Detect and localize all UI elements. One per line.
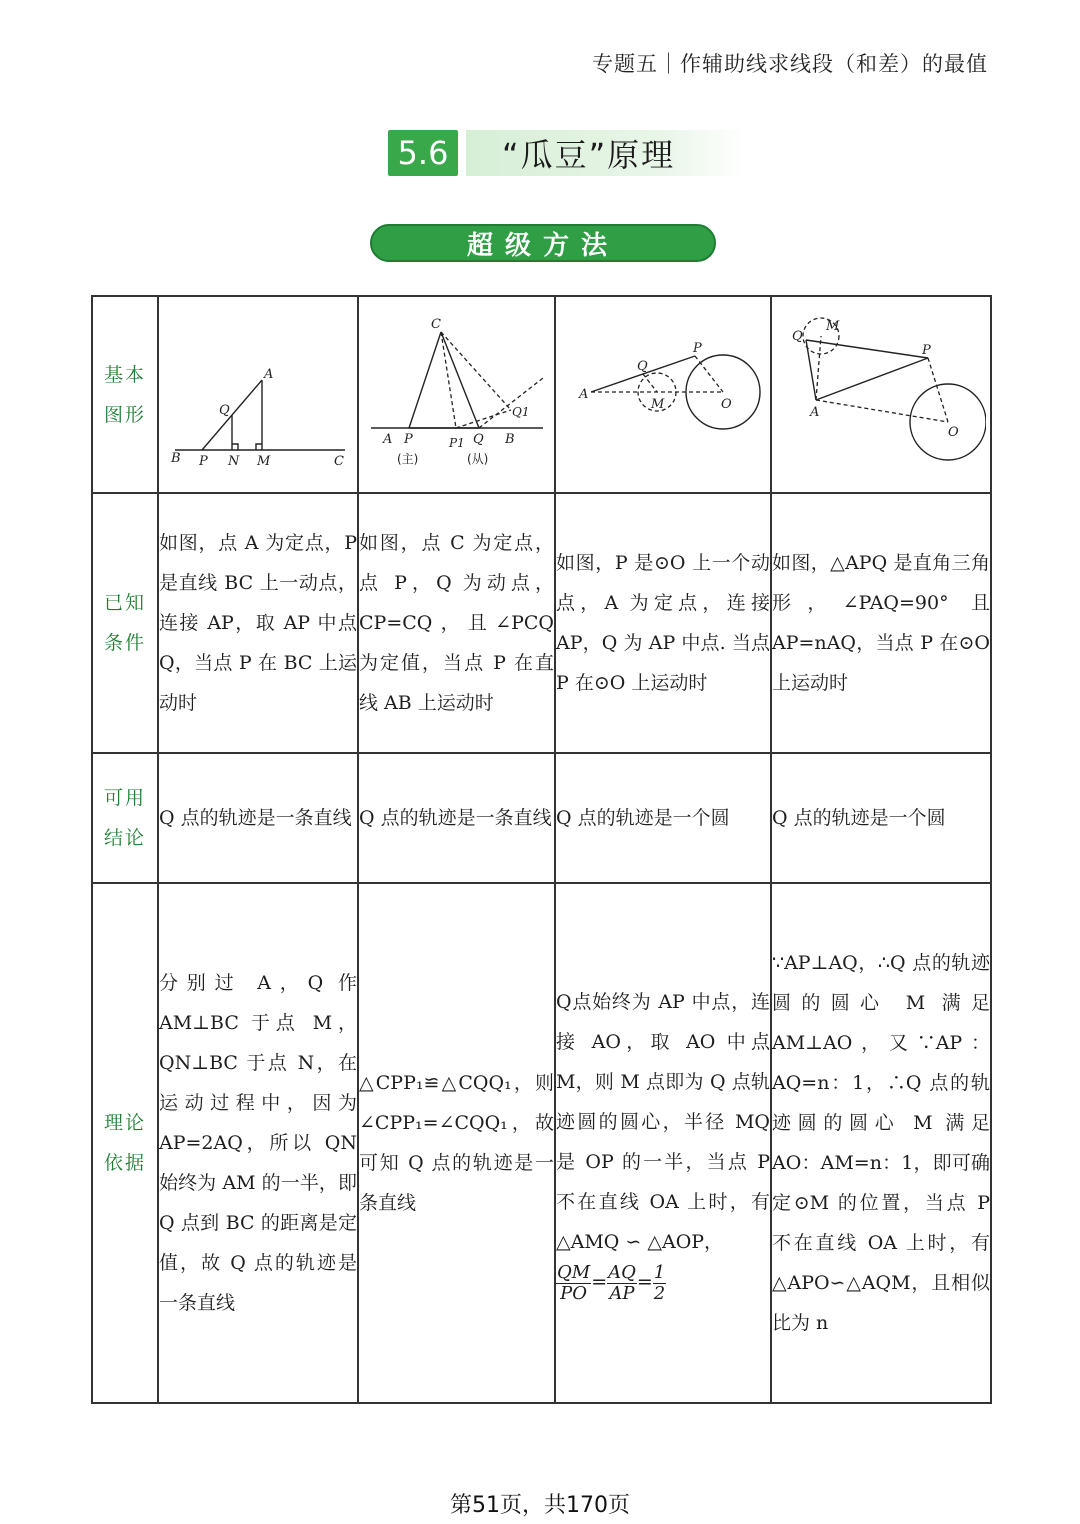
row-label-known	[92, 493, 158, 753]
row-label-line: 可用	[103, 787, 146, 809]
basis-3-formula: $\frac{QM}{PO}$ = $\frac{AQ}{AP}$ = $\frac{1}{2}$	[557, 1261, 666, 1304]
fraction-numerator: AQ	[608, 1261, 636, 1283]
result-3: Q 点的轨迹是一个圆	[555, 753, 771, 883]
fig3-label-A: A	[579, 386, 589, 402]
row-label-line: 结论	[103, 827, 146, 849]
result-1: Q 点的轨迹是一条直线	[158, 753, 358, 883]
section-name: “瓜豆”原理	[466, 130, 746, 176]
known-1: 如图，点 A 为定点，P 是直线 BC 上一动点，连接 AP，取 AP 中点 Q，当点 P 在 BC 上运动时	[158, 493, 358, 753]
fig1-label-B: B	[171, 450, 181, 466]
fig2-label-C: C	[430, 316, 441, 332]
row-label-line: 依据	[103, 1152, 146, 1174]
fig2-label-B: B	[504, 431, 515, 447]
row-label-result	[92, 753, 158, 883]
fig3-label-P: P	[693, 340, 702, 356]
fraction-denominator: PO	[560, 1282, 588, 1304]
basis-3	[555, 883, 771, 1403]
fig4-label-O: O	[948, 424, 959, 440]
table-row-results	[92, 753, 991, 883]
result-2: Q 点的轨迹是一条直线	[358, 753, 555, 883]
basis-1: 分别过 A，Q 作 AM⊥BC 于点 M，QN⊥BC 于点 N，在运动过程中，因为 AP=2AQ，所以 QN 始终为 AM 的一半，即 Q 点到 BC 的距离是定值，故 Q 点的轨迹是一条直线	[158, 883, 358, 1403]
basis-2: △CPP₁≌△CQQ₁，则∠CPP₁=∠CQQ₁，故可知 Q 点的轨迹是一条直线	[358, 883, 555, 1403]
figure-2	[361, 310, 553, 480]
row-label-line: 已知	[103, 592, 146, 614]
fig1-label-C: C	[334, 453, 344, 469]
fig4-label-A: A	[810, 404, 820, 420]
fig1-label-N: N	[228, 453, 240, 469]
known-3: 如图，P 是⊙O 上一个动点，A 为定点，连接 AP，Q 为 AP 中点. 当点 P 在⊙O 上运动时	[555, 493, 771, 753]
basis-3-text: Q点始终为 AP 中点，连接 AO，取 AO 中点 M，则 M 点即为 Q 点轨迹圆的圆心，半径 MQ 是 OP 的一半，当点 P 不在直线 OA 上时，有△AMQ ∽ △AOP，	[556, 991, 770, 1254]
fig2-label-P1: P1	[448, 435, 465, 450]
method-banner: 超级方法	[370, 224, 716, 262]
table-row-figures	[92, 296, 991, 493]
fig3-label-M: M	[651, 396, 665, 412]
figure-4-cell	[771, 296, 991, 493]
result-4: Q 点的轨迹是一个圆	[771, 753, 991, 883]
fraction-qm-po	[556, 1263, 591, 1304]
figure-4	[776, 310, 986, 480]
known-4: 如图，△APQ 是直角三角形，∠PAQ=90° 且 AP=nAQ，当点 P 在⊙O 上运动时	[771, 493, 991, 753]
fig4-label-M: M	[826, 318, 840, 334]
fraction-denominator: AP	[609, 1282, 635, 1304]
figure-3-cell	[555, 296, 771, 493]
table-row-basis	[92, 883, 991, 1403]
row-label-basis	[92, 883, 158, 1403]
fig2-label-Q: Q	[472, 431, 484, 447]
row-label-line: 理论	[103, 1112, 146, 1134]
fig2-label-main: (主)	[396, 451, 418, 466]
known-2: 如图，点 C 为定点，点 P，Q 为动点，CP=CQ，且∠PCQ 为定值，当点 P 在直线 AB 上运动时	[358, 493, 555, 753]
fig2-label-P: P	[403, 431, 413, 447]
fraction-numerator: QM	[557, 1261, 591, 1283]
running-head: 专题五｜作辅助线求线段（和差）的最值	[592, 52, 988, 76]
section-number: 5.6	[388, 130, 458, 176]
section-title	[388, 130, 746, 176]
fig2-label-A: A	[382, 431, 392, 447]
fig1-label-Q: Q	[219, 402, 230, 418]
row-label-figure	[92, 296, 158, 493]
fig4-label-P: P	[922, 342, 931, 358]
row-label-line: 基本	[103, 363, 146, 386]
page-footer: 第51页，共170页	[450, 1493, 630, 1518]
figure-1-cell	[158, 296, 358, 493]
fig1-label-M: M	[257, 453, 271, 469]
fraction-aq-ap	[607, 1263, 637, 1304]
fig2-label-follower: (从)	[466, 451, 488, 466]
fig4-label-Q: Q	[792, 328, 803, 344]
figure-1	[160, 320, 356, 470]
table-row-known	[92, 493, 991, 753]
basis-4: ∵AP⊥AQ，∴Q 点的轨迹圆的圆心 M 满足 AM⊥AO，又∵AP：AQ=n：1，∴Q 点的轨迹圆的圆心 M 满足 AO：AM=n：1，即可确定⊙M 的位置，当点 P 不在直线 OA 上时，有△APO∽△AQM，且相似比为 n	[771, 883, 991, 1403]
fig2-label-Q1: Q1	[511, 404, 529, 419]
fraction-numerator: 1	[653, 1261, 666, 1283]
row-label-line: 图形	[103, 403, 146, 426]
fig3-label-O: O	[721, 396, 732, 412]
figure-3	[563, 320, 763, 470]
row-label-line: 条件	[103, 632, 146, 654]
fig3-label-Q: Q	[637, 358, 648, 374]
fig1-label-A: A	[264, 366, 274, 382]
figure-2-cell	[358, 296, 555, 493]
method-table	[91, 295, 992, 1404]
fig1-label-P: P	[199, 453, 208, 469]
fraction-one-half	[653, 1263, 666, 1304]
fraction-denominator: 2	[653, 1282, 666, 1304]
